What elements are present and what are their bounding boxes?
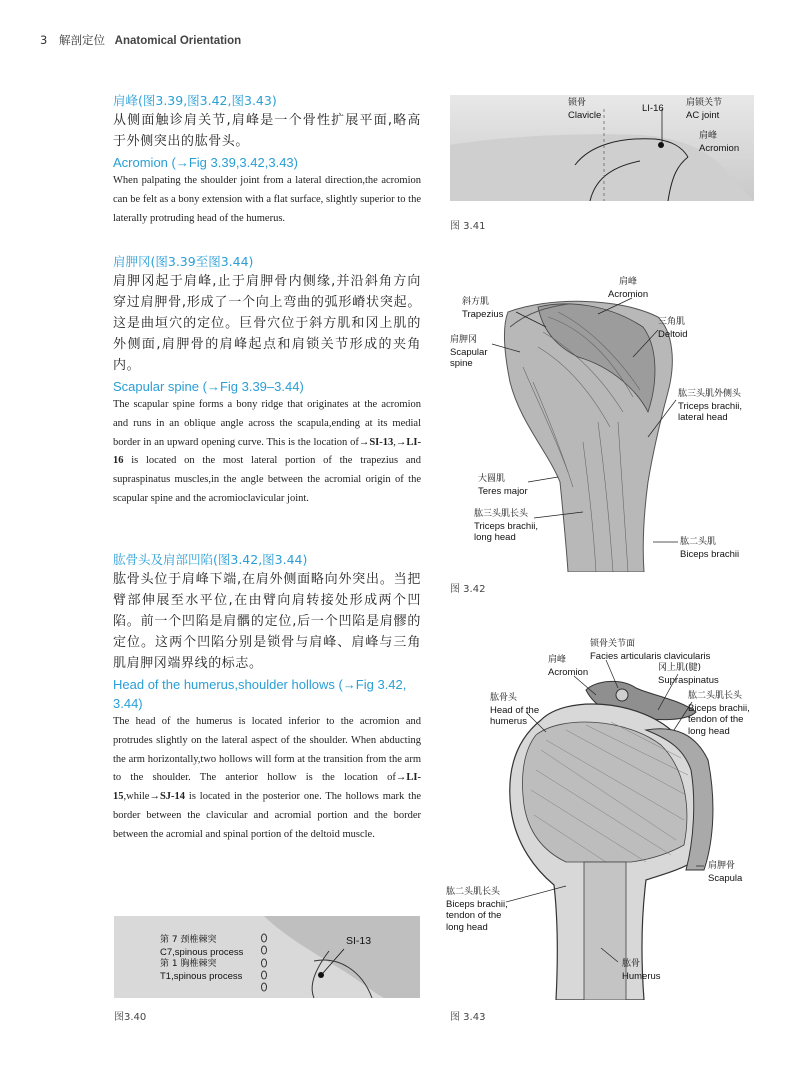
figure-3-41 — [450, 95, 754, 201]
running-header — [40, 32, 241, 48]
label-supraspinatus: 冈上肌(腱) Supraspinatus — [658, 663, 719, 686]
figure-caption: 图 3.41 — [450, 221, 486, 232]
section-humerus-head — [113, 551, 421, 845]
label-humerus-head: 肱骨头 Head of the humerus — [490, 693, 540, 727]
label-facies: 锁骨关节面 Facies articularis clavicularis — [590, 639, 711, 662]
chapter-title-zh: 解剖定位 — [58, 33, 105, 47]
section-title-en: Head of the humerus,shoulder hollows (→Fig 3.42, 3.44) — [113, 677, 407, 711]
label-t1: 第 1 胸椎棘突 T1,spinous process — [160, 959, 243, 982]
acupoint-li15: LI-15 — [113, 772, 421, 803]
figure-caption: 图 3.43 — [450, 1012, 486, 1023]
section-title-zh: 肱骨头及肩部凹陷(图3.42,图3.44) — [113, 552, 308, 567]
section-acromion — [113, 92, 421, 228]
label-triceps-lateral: 肱三头肌外侧头 Triceps brachii, lateral head — [678, 389, 743, 423]
label-si13: SI-13 — [346, 935, 372, 947]
label-acromion: 肩峰 Acromion — [699, 131, 740, 154]
section-body-zh: 从侧面触诊肩关节,肩峰是一个骨性扩展平面,略高于外侧突出的肱骨头。 — [113, 113, 421, 149]
chapter-title-en: Anatomical Orientation — [114, 35, 242, 47]
label-c7: 第 7 颈椎棘突 C7,spinous process — [160, 935, 244, 958]
label-trapezius: 斜方肌 Trapezius — [462, 297, 504, 320]
section-title-en: Acromion (→Fig 3.39,3.42,3.43) — [113, 155, 298, 170]
section-body-en: The head of the humerus is located inferior to the acromion and protrudes slightly on the lateral aspect of the shoulder. When abducting the arm horizontally,two hollows will form at the transition from the arm to the shoulder. The anterior hollow is the location of→LI-15,while→SJ-14 is located in the posterior one. The hollows mark the border between the clavicular and acromial portion and the border between the acromial and spinal portion of the deltoid muscle. — [113, 716, 421, 840]
section-title-en: Scapular spine (→Fig 3.39–3.44) — [113, 379, 304, 394]
page-number: 3 — [40, 33, 48, 47]
label-scapular-spine: 肩胛冈 Scapular spine — [450, 335, 488, 369]
acupoint-li16: LI-16 — [113, 436, 421, 467]
figure-3-43 — [446, 640, 756, 1000]
label-ac-joint: 肩锁关节 AC joint — [686, 98, 723, 121]
acupoint-si13: SI-13 — [369, 436, 394, 448]
figure-3-42 — [448, 272, 758, 572]
label-deltoid: 三角肌 Deltoid — [658, 317, 688, 340]
label-acromion: 肩峰 Acromion — [608, 277, 649, 300]
label-scapula: 肩胛骨 Scapula — [708, 861, 743, 884]
section-title-zh: 肩胛冈(图3.39至图3.44) — [113, 254, 254, 269]
section-body-en: When palpating the shoulder joint from a lateral direction,the acromion can be felt as a bony extension with a flat surface, slightly superior to the laterally protruding head of the humerus. — [113, 175, 421, 224]
figure-3-40 — [114, 916, 420, 998]
label-teres-major: 大圆肌 Teres major — [478, 474, 528, 497]
figure-caption: 图 3.42 — [450, 584, 486, 595]
label-biceps-tendon-lower: 肱二头肌长头 Biceps brachii, tendon of the long head — [446, 887, 508, 933]
section-title-zh: 肩峰(图3.39,图3.42,图3.43) — [113, 93, 277, 108]
label-humerus: 肱骨 Humerus — [622, 959, 661, 982]
label-triceps-long: 肱三头肌长头 Triceps brachii, long head — [474, 509, 539, 543]
label-clavicle: 锁骨 Clavicle — [568, 98, 602, 121]
section-body-zh: 肱骨头位于肩峰下端,在肩外侧面略向外突出。当把臂部伸展至水平位,在由臂向肩转接处形成两个凹陷。前一个凹陷是肩髃的定位,后一个凹陷是肩髎的定位。这两个凹陷分别是锁骨与肩峰、肩峰与三角肌肩胛冈端界线的标志。 — [113, 572, 421, 671]
label-biceps-tendon: 肱二头肌长头 Biceps brachii, tendon of the long head — [688, 691, 750, 737]
label-li16: LI-16 — [642, 103, 664, 114]
section-scapular-spine — [113, 253, 421, 509]
section-body-en: The scapular spine forms a bony ridge that originates at the acromion and runs in an oblique angle across the scapula,ending at its medial border in an upward opening curve. This is the location of→SI-13,→LI-16 is located on the most lateral portion of the trapezius and supraspinatus muscles,in the angle between the acromial origin of the scapular spine and the acromioclavicular joint. — [113, 399, 421, 504]
acupoint-sj14: SJ-14 — [159, 791, 186, 803]
label-acromion: 肩峰 Acromion — [548, 655, 589, 678]
label-biceps: 肱二头肌 Biceps brachii — [680, 537, 740, 560]
figure-caption: 图3.40 — [114, 1012, 147, 1023]
section-body-zh: 肩胛冈起于肩峰,止于肩胛骨内侧缘,并沿斜角方向穿过肩胛骨,形成了一个向上弯曲的弧形嵴状突起。这是曲垣穴的定位。巨骨穴位于斜方肌和冈上肌的外侧面,肩胛骨的肩峰起点和肩锁关节形成的夹角内。 — [113, 274, 421, 373]
